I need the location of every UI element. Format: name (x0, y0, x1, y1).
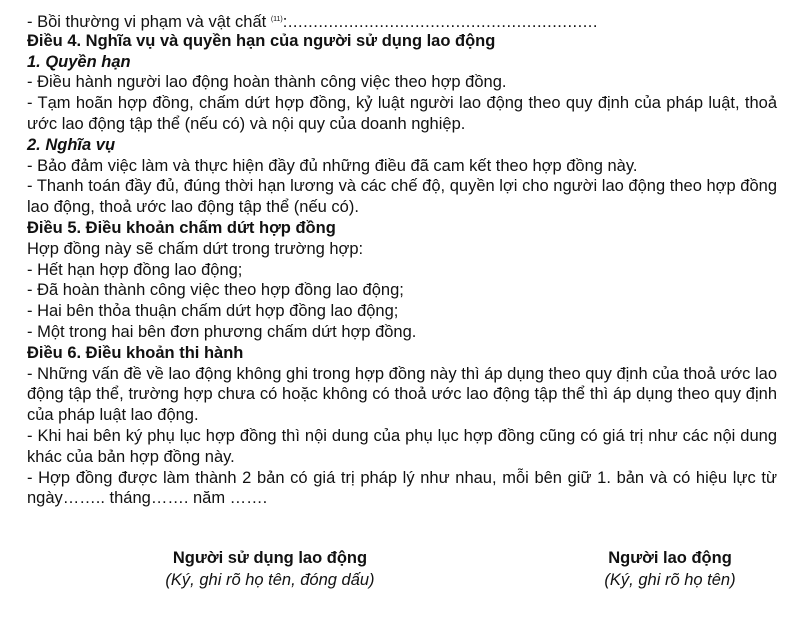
contract-document (27, 0, 777, 509)
employee-note: (Ký, ghi rõ họ tên) (604, 571, 736, 589)
execution-paragraph-2: - Khi hai bên ký phụ lục hợp đồng thì nội dung của phụ lục hợp đồng cũng có giá trị như các nội dung khác của bản hợp đồng này. (27, 426, 777, 466)
rights-heading: 1. Quyền hạn (27, 52, 131, 71)
execution-paragraph-1: - Những vấn đề về lao động không ghi trong hợp đồng này thì áp dụng theo quy định của thoả ước lao động tập thể, trường hợp chưa có hoặc không có thoả ước lao động tập thể thì áp dụng theo quy định của pháp luật lao động. (27, 364, 777, 425)
duties-heading: 2. Nghĩa vụ (27, 135, 116, 154)
duties-item-2: - Thanh toán đầy đủ, đúng thời hạn lương và các chế độ, quyền lợi cho người lao động theo hợp đồng lao động, thoả ước lao động tập thể (nếu có). (27, 177, 777, 217)
footnote-marker: (11) (270, 16, 283, 23)
rights-item-1: - Điều hành người lao động hoàn thành công việc theo hợp đồng. (27, 73, 507, 92)
execution-paragraph-3: - Hợp đồng được làm thành 2 bản có giá trị pháp lý như nhau, mỗi bên giữ 1. bản và có hiệu lực từ ngày…….. tháng……. năm ……. (27, 468, 777, 508)
employee-title: Người lao động (608, 549, 732, 567)
termination-item-3: - Hai bên thỏa thuận chấm dứt hợp đồng lao động; (27, 302, 399, 321)
termination-item-2: - Đã hoàn thành công việc theo hợp đồng lao động; (27, 281, 404, 300)
employee-signature (570, 547, 770, 591)
article-6-heading: Điều 6. Điều khoản thi hành (27, 343, 244, 362)
termination-intro: Hợp đồng này sẽ chấm dứt trong trường hợp: (27, 239, 364, 258)
duties-item-1: - Bảo đảm việc làm và thực hiện đầy đủ những điều đã cam kết theo hợp đồng này. (27, 156, 638, 175)
article-5-heading: Điều 5. Điều khoản chấm dứt hợp đồng (27, 218, 336, 237)
article-4-heading: Điều 4. Nghĩa vụ và quyền hạn của người sử dụng lao động (27, 31, 496, 50)
rights-item-2: - Tạm hoãn hợp đồng, chấm dứt hợp đồng, kỷ luật người lao động theo quy định của pháp luật, thoả ước lao động tập thể (nếu có) và nội quy của doanh nghiệp. (27, 94, 777, 133)
termination-item-4: - Một trong hai bên đơn phương chấm dứt hợp đồng. (27, 322, 417, 341)
compensation-line (27, 10, 777, 31)
employer-signature (140, 547, 400, 591)
employer-title: Người sử dụng lao động (172, 549, 368, 567)
fill-in-dots: :............................................................. (282, 13, 598, 31)
compensation-text: - Bồi thường vi phạm và vật chất (27, 13, 271, 31)
employer-note: (Ký, ghi rõ họ tên, đóng dấu) (165, 571, 375, 589)
termination-item-1: - Hết hạn hợp đồng lao động; (27, 260, 243, 279)
